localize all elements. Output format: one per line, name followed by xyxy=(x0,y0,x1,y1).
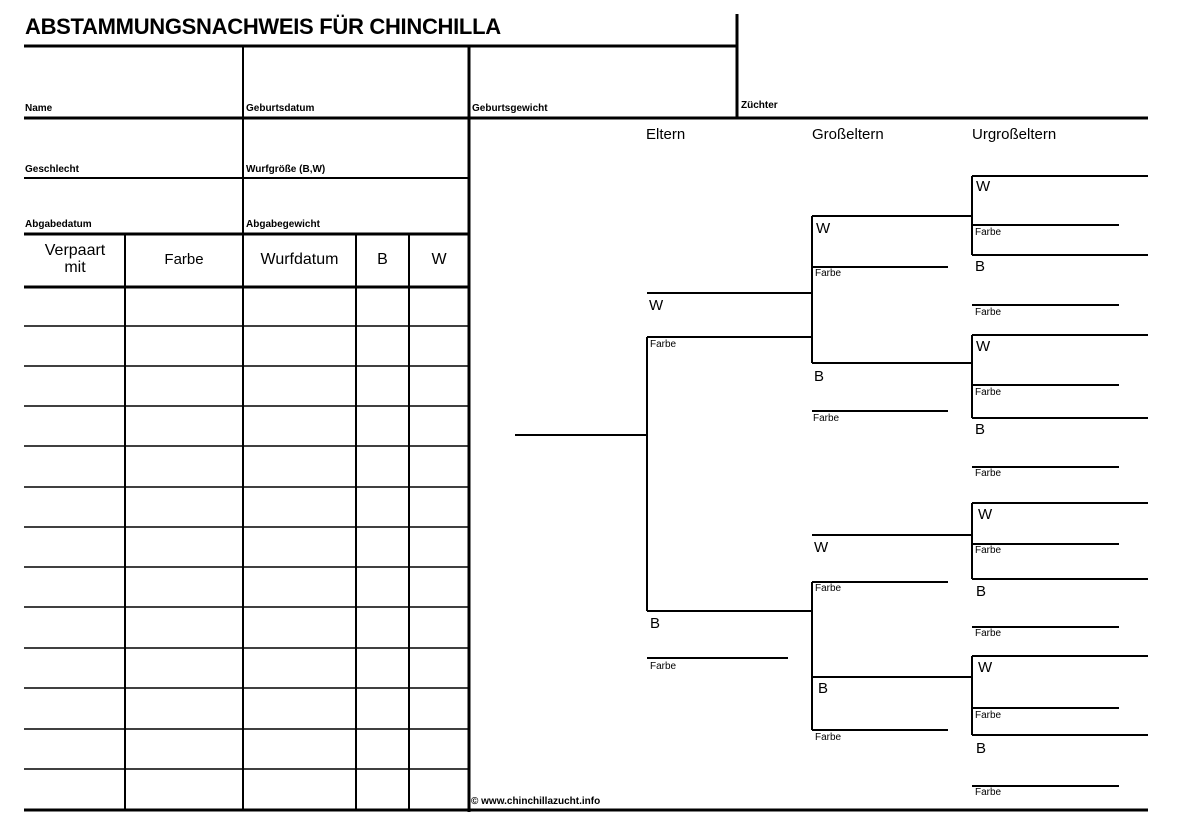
birth-weight-field[interactable] xyxy=(471,48,735,102)
column-header-mated-with: Verpaart mit xyxy=(44,242,106,276)
litter-record-table-body[interactable] xyxy=(24,289,468,809)
column-header-w: W xyxy=(431,251,447,268)
name-field[interactable] xyxy=(24,48,242,102)
grandparent-4-color-label: Farbe xyxy=(815,732,842,743)
grandparent-1-female-label: W xyxy=(816,220,831,237)
handover-date-field[interactable] xyxy=(24,180,242,218)
grandparent-2-color-label: Farbe xyxy=(813,413,840,424)
great-grandparent-5-color-label: Farbe xyxy=(975,545,1002,556)
grandparent-4-male-label: B xyxy=(818,680,829,697)
great-grandparent-6-male-label: B xyxy=(976,583,987,600)
great-grandparent-8-color-label: Farbe xyxy=(975,787,1002,798)
field-label-sex: Geschlecht xyxy=(25,164,79,175)
generation-header-parents: Eltern xyxy=(646,126,686,143)
field-label-birth-date: Geburtsdatum xyxy=(246,103,315,114)
great-grandparent-2-male-label: B xyxy=(975,258,986,275)
breeder-field[interactable] xyxy=(740,48,1148,98)
handover-weight-field[interactable] xyxy=(245,180,467,218)
form-title: ABSTAMMUNGSNACHWEIS FÜR CHINCHILLA xyxy=(25,14,501,39)
field-label-name: Name xyxy=(25,103,53,114)
field-label-breeder: Züchter xyxy=(741,100,778,111)
generation-header-grandparents: Großeltern xyxy=(812,126,884,143)
field-label-litter-size: Wurfgröße (B,W) xyxy=(246,164,326,175)
column-header-b: B xyxy=(377,251,388,268)
great-grandparent-8-male-label: B xyxy=(976,740,987,757)
great-grandparent-3-color-label: Farbe xyxy=(975,387,1002,398)
great-grandparent-2-color-label: Farbe xyxy=(975,307,1002,318)
great-grandparent-6-color-label: Farbe xyxy=(975,628,1002,639)
generation-header-great-grandparents: Urgroßeltern xyxy=(972,126,1057,143)
grandparent-3-color-label: Farbe xyxy=(815,583,842,594)
parent-female-color-label: Farbe xyxy=(650,339,677,350)
grandparent-1-color-label: Farbe xyxy=(815,268,842,279)
great-grandparent-4-color-label: Farbe xyxy=(975,468,1002,479)
great-grandparent-3-female-label: W xyxy=(976,338,991,355)
pedigree-root-entry[interactable] xyxy=(515,418,645,434)
parent-male-label: B xyxy=(650,615,661,632)
parent-male-color-label: Farbe xyxy=(650,661,677,672)
grandparent-2-male-label: B xyxy=(814,368,825,385)
parent-female-label: W xyxy=(649,297,664,314)
column-header-color: Farbe xyxy=(164,251,204,268)
column-header-litter-date: Wurfdatum xyxy=(260,251,339,268)
great-grandparent-1-color-label: Farbe xyxy=(975,227,1002,238)
grandparent-3-female-label: W xyxy=(814,539,829,556)
great-grandparent-4-male-label: B xyxy=(975,421,986,438)
great-grandparent-1-female-label: W xyxy=(976,178,991,195)
copyright-notice: © www.chinchillazucht.info xyxy=(471,796,601,807)
field-label-handover-weight: Abgabegewicht xyxy=(246,219,320,230)
field-label-birth-weight: Geburtsgewicht xyxy=(472,103,548,114)
great-grandparent-7-female-label: W xyxy=(978,659,993,676)
great-grandparent-5-female-label: W xyxy=(978,506,993,523)
field-label-handover-date: Abgabedatum xyxy=(25,219,92,230)
birth-date-field[interactable] xyxy=(245,48,467,102)
litter-size-field[interactable] xyxy=(245,120,467,163)
great-grandparent-7-color-label: Farbe xyxy=(975,710,1002,721)
sex-field[interactable] xyxy=(24,120,242,163)
